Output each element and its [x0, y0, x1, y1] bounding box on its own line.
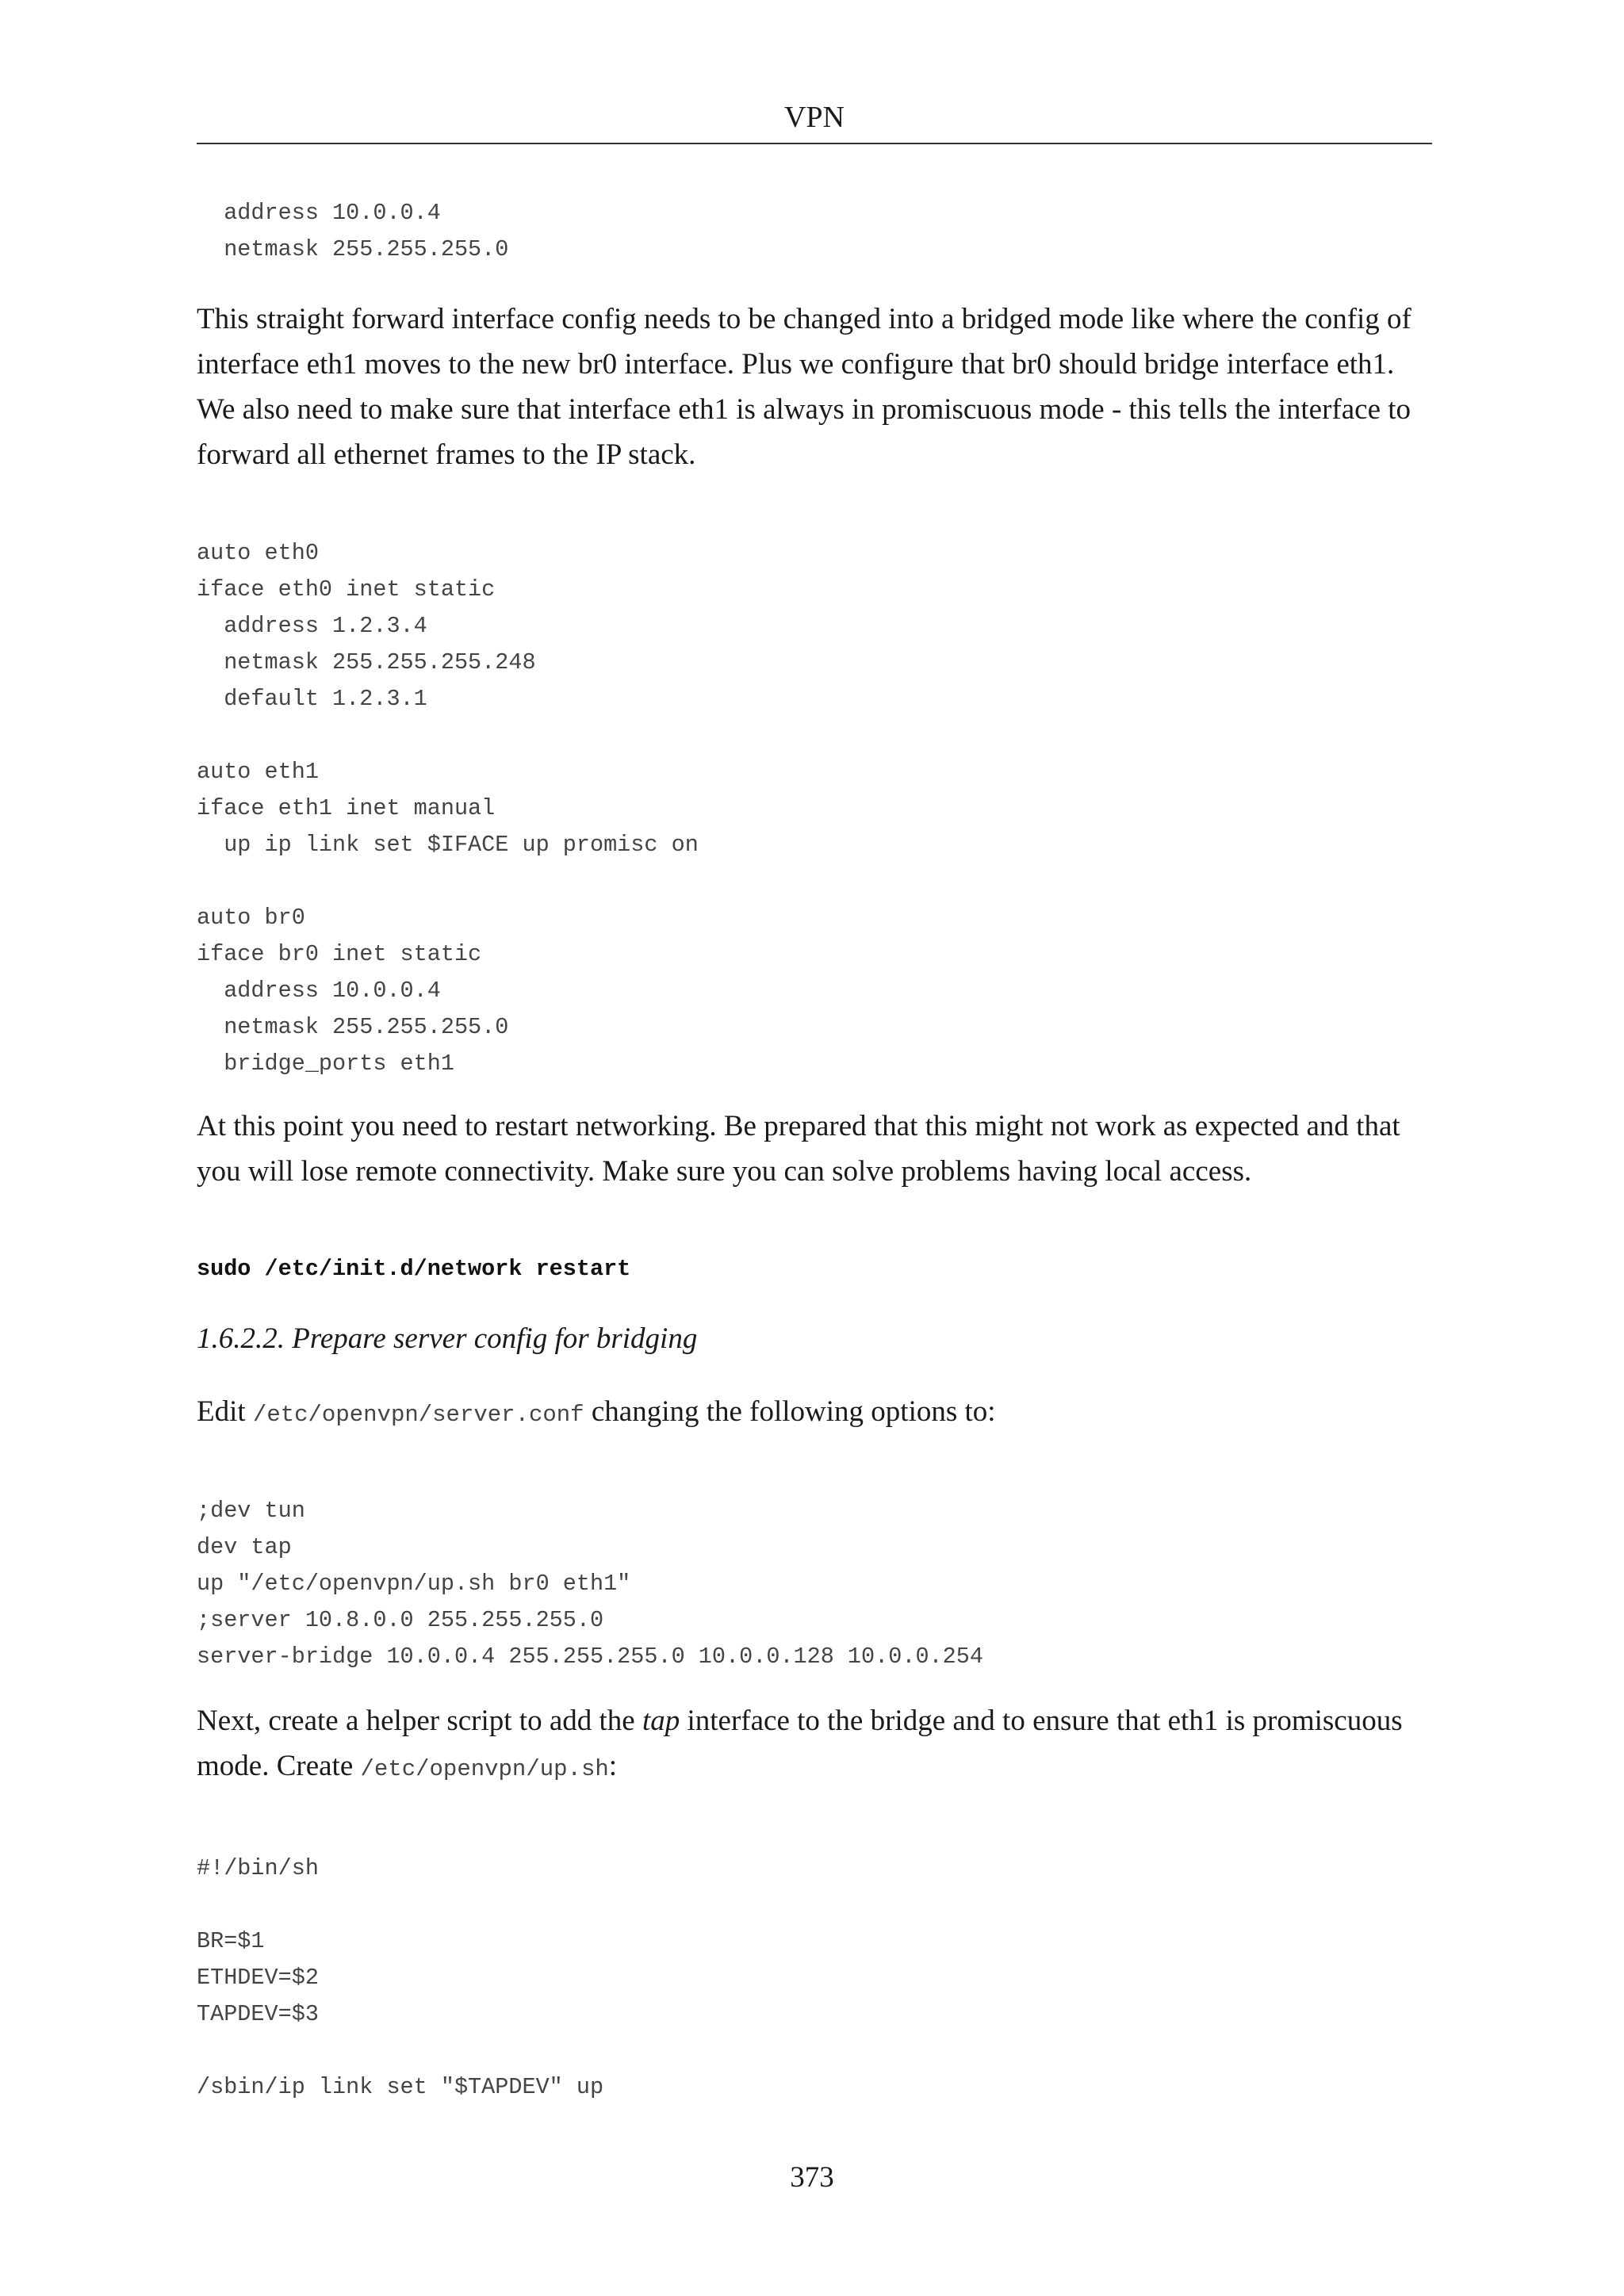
paragraph-helper-script: [197, 1698, 1434, 1792]
paragraph-bridged-mode: This straight forward interface config needs to be changed into a bridged mode like where the config of interface eth1 moves to the new br0 interface. Plus we configure that br0 should bridge interface eth1. We also need to make sure that interface eth1 is always in promiscuous mode - this tells the interface to forward all ethernet frames to the IP stack.: [197, 303, 1411, 471]
page-number: 373: [790, 2161, 834, 2194]
paragraph-text: Edit: [197, 1395, 253, 1428]
code-block-up-script: #!/bin/sh BR=$1 ETHDEV=$2 TAPDEV=$3 /sbin/ip link set "$TAPDEV" up: [197, 1855, 604, 2100]
paragraph-text: Next, create a helper script to add the: [197, 1705, 642, 1737]
paragraph-text: changing the following options to:: [584, 1395, 996, 1428]
inline-code-server-conf: /etc/openvpn/server.conf: [252, 1402, 584, 1428]
section-heading: 1.6.2.2. Prepare server config for bridging: [197, 1322, 698, 1355]
inline-code-up-sh: /etc/openvpn/up.sh: [360, 1756, 609, 1782]
paragraph-text: interface to the bridge and to ensure that eth1 is promiscuous mode. Create: [197, 1705, 1403, 1782]
code-block-server-options: ;dev tun dev tap up "/etc/openvpn/up.sh br0 eth1" ;server 10.8.0.0 255.255.255.0 server-bridge 10.0.0.4 255.255.255.0 10.0.0.128 10.0.0.254: [197, 1498, 983, 1670]
paragraph-restart-networking: At this point you need to restart networking. Be prepared that this might not work as expected and that you will lose remote connectivity. Make sure you can solve problems having local access.: [197, 1110, 1400, 1188]
code-block-interfaces: auto eth0 iface eth0 inet static address 1.2.3.4 netmask 255.255.255.248 default 1.2.3.1 auto eth1 iface eth1 inet manual up ip link set $IFACE up promisc on auto br0 iface br0 inet static address 10.0.0.4 netmask 255.255.255.0 bridge_ports eth1: [197, 540, 699, 1077]
emphasis-tap: tap: [642, 1705, 680, 1737]
running-header: VPN: [197, 92, 1432, 144]
paragraph-text: :: [608, 1750, 618, 1782]
code-block-address: address 10.0.0.4 netmask 255.255.255.0: [224, 200, 509, 262]
paragraph-edit-server-conf: [197, 1389, 1434, 1437]
code-block-restart-command: sudo /etc/init.d/network restart: [197, 1256, 631, 1282]
